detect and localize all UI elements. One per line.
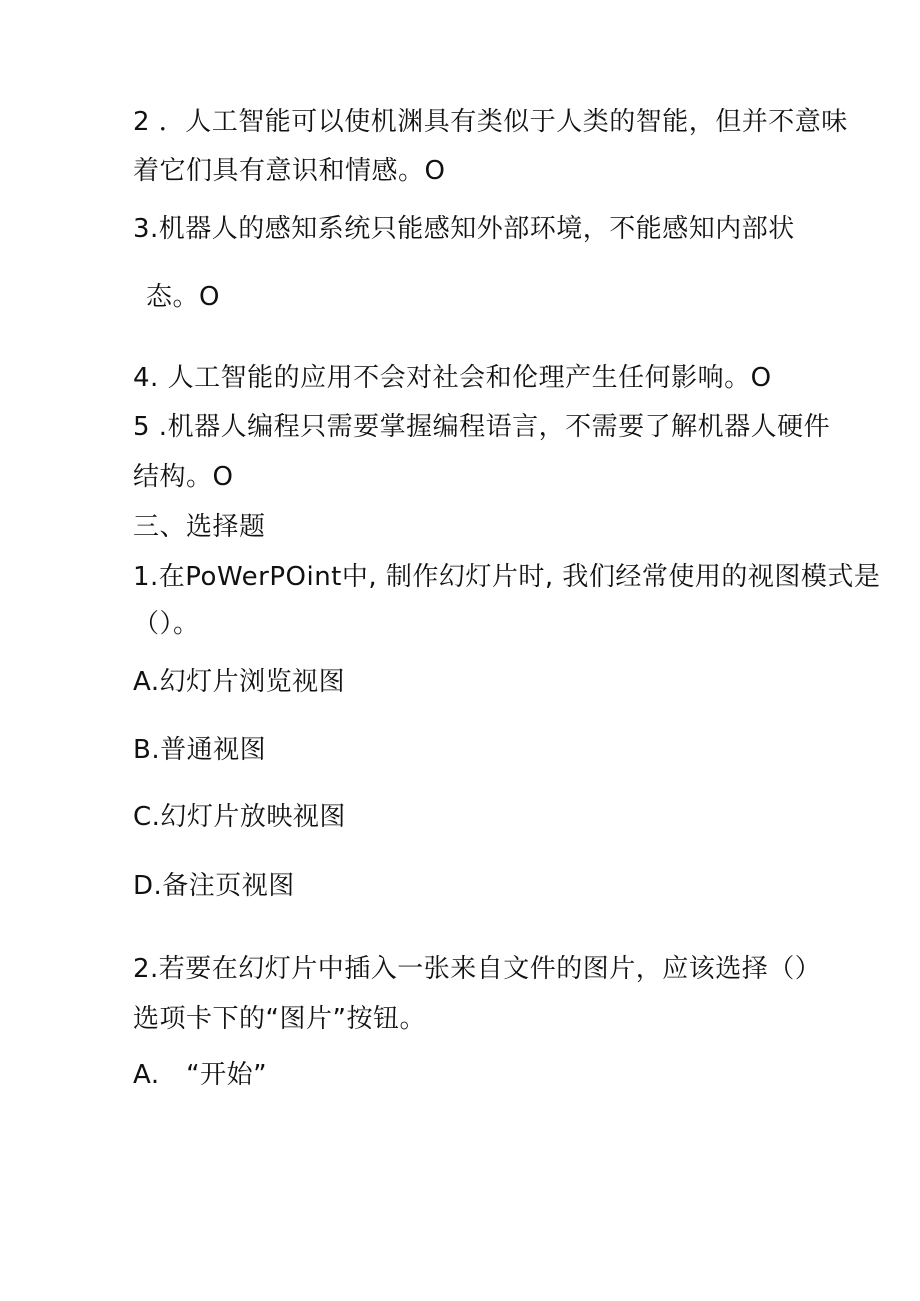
mc-question-1-line-2: （）。 (133, 609, 200, 639)
tf-question-5-line-1: 5 .机器人编程只需要掌握编程语言，不需要了解机器人硬件 (133, 412, 831, 442)
mc-question-1-line-1: 1.在PoWerPOint中, 制作幻灯片时, 我们经常使用的视图模式是 (133, 562, 881, 592)
mc-question-1-option-b: B.普通视图 (133, 735, 267, 765)
tf-question-3-line-2: 态。O (146, 282, 220, 312)
mc-question-1-option-a: A.幻灯片浏览视图 (133, 667, 346, 697)
section-heading-choice: 三、选择题 (133, 512, 266, 542)
mc-question-1-option-c: C.幻灯片放映视图 (133, 802, 346, 832)
mc-question-2-line-1: 2.若要在幻灯片中插入一张来自文件的图片，应该选择（） (133, 954, 822, 984)
tf-question-2-line-2: 着它们具有意识和情感。O (133, 156, 446, 186)
tf-question-5-line-2: 结构。O (133, 462, 234, 492)
tf-question-2-line-1: 2 ．人工智能可以使机渊具有类似于人类的智能，但并不意味 (133, 107, 848, 137)
mc-question-2-line-2: 选项卡下的“图片”按钮。 (133, 1004, 426, 1034)
tf-question-4: 4. 人工智能的应用不会对社会和伦理产生任何影响。O (133, 363, 772, 393)
mc-question-1-option-d: D.备注页视图 (133, 871, 295, 901)
mc-question-2-option-a: A. “开始” (133, 1060, 268, 1090)
tf-question-3-line-1: 3.机器人的感知系统只能感知外部环境，不能感知内部状 (133, 214, 795, 244)
